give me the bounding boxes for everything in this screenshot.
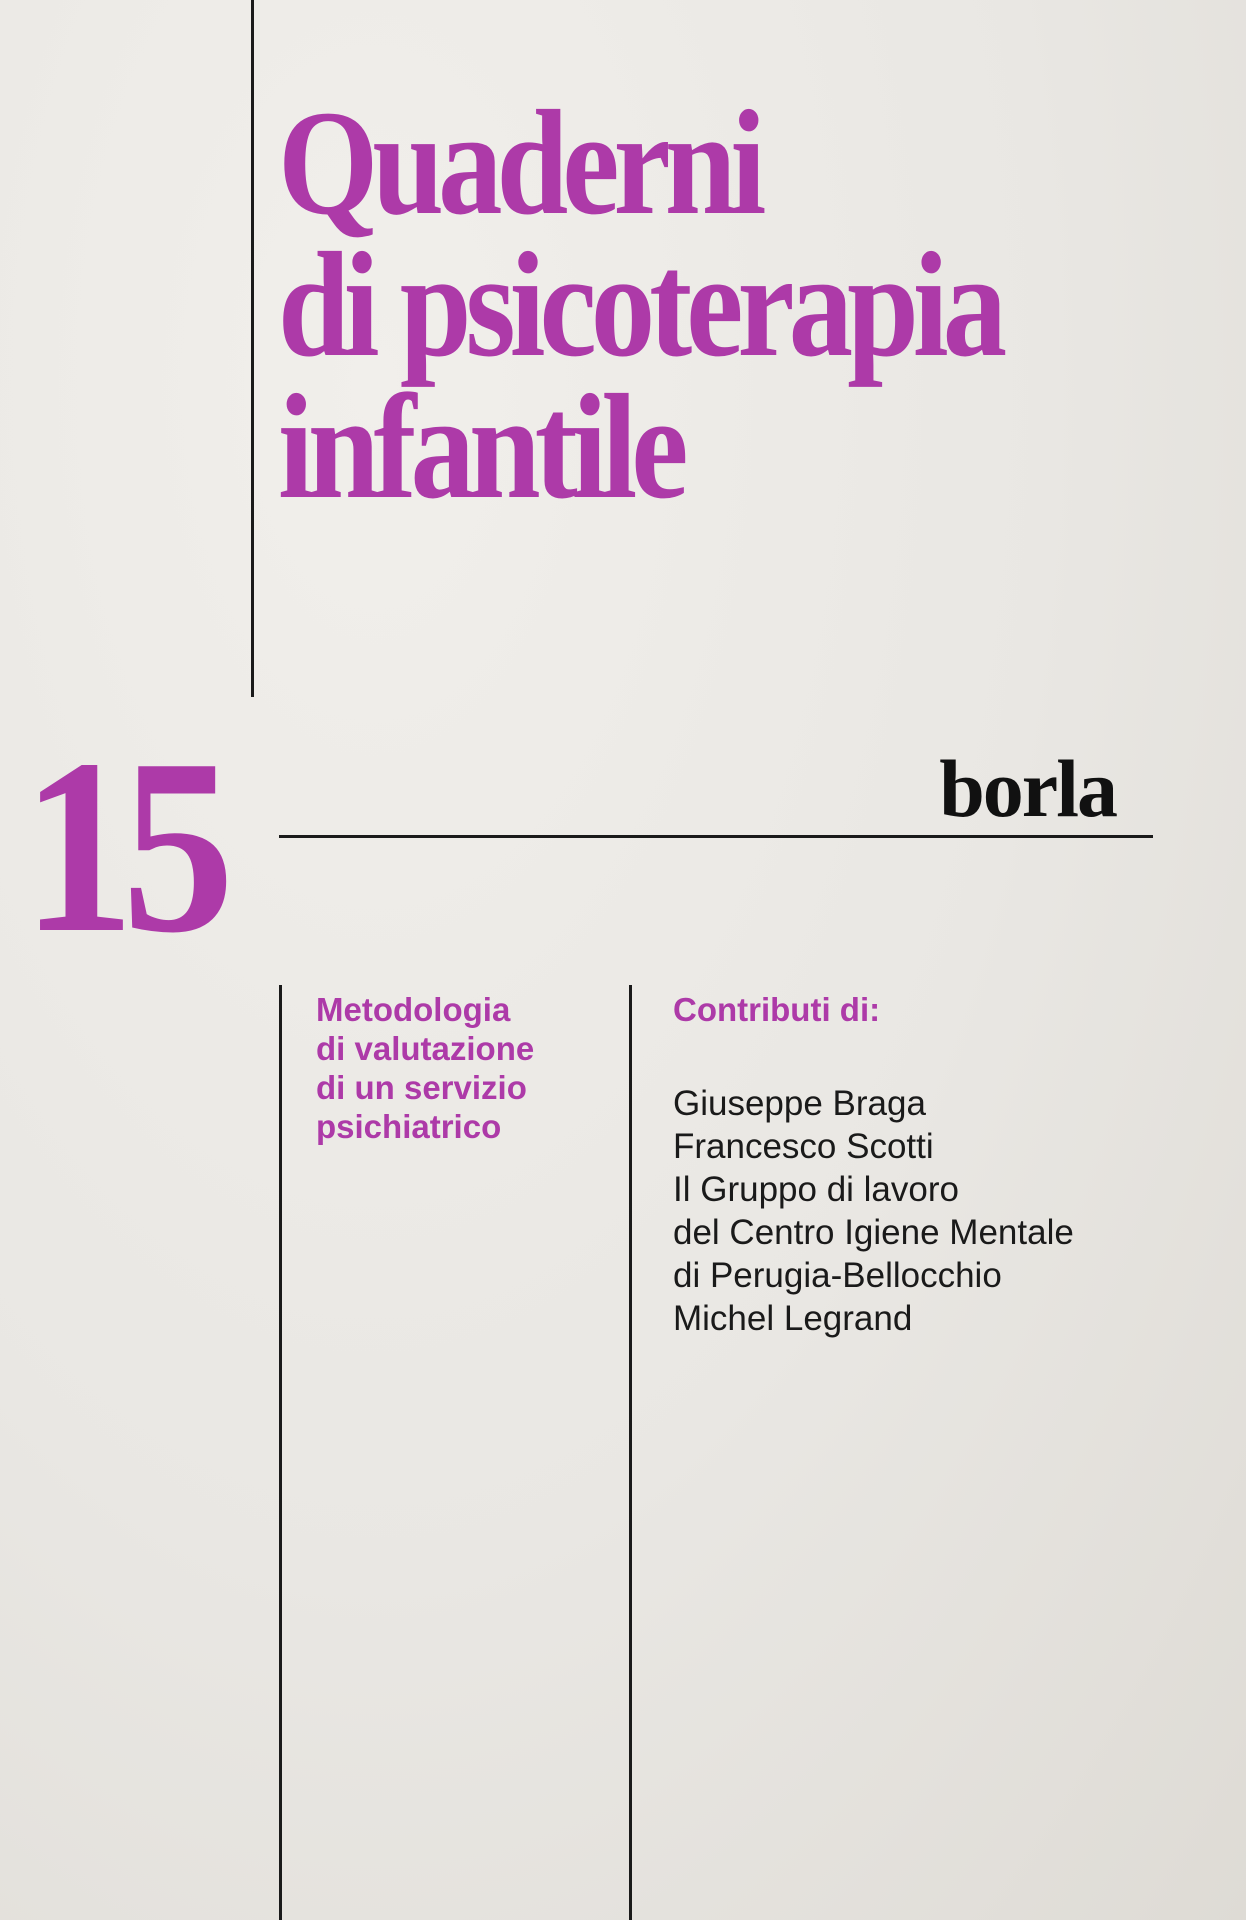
subtitle-line-2: di valutazione: [316, 1030, 535, 1067]
contributor-line: Michel Legrand: [673, 1299, 913, 1338]
subtitle-line-1: Metodologia: [316, 991, 511, 1028]
contributor-line: Francesco Scotti: [673, 1127, 934, 1166]
top-vertical-rule: [251, 0, 254, 697]
series-title-line-1: Quaderni: [278, 80, 761, 246]
subtitle-line-3: di un servizio: [316, 1069, 527, 1106]
contributor-line: di Perugia-Bellocchio: [673, 1256, 1002, 1295]
subtitle-line-4: psichiatrico: [316, 1108, 502, 1145]
publisher-name: borla: [939, 743, 1116, 834]
volume-subtitle: [316, 990, 616, 1146]
series-title-line-3: infantile: [278, 364, 683, 530]
middle-column-rule: [629, 985, 632, 1920]
contributor-line: del Centro Igiene Mentale: [673, 1213, 1074, 1252]
contributors-list: [673, 1082, 1074, 1340]
contributor-line: Il Gruppo di lavoro: [673, 1170, 959, 1209]
series-title: [278, 80, 1002, 530]
contributor-line: Giuseppe Braga: [673, 1084, 926, 1123]
issue-number: 15: [22, 708, 222, 985]
left-column-rule: [279, 985, 282, 1920]
contributors-heading: Contributi di:: [673, 991, 881, 1028]
publisher-underline-rule: [279, 835, 1153, 838]
series-title-line-2: di psicoterapia: [278, 222, 1002, 388]
